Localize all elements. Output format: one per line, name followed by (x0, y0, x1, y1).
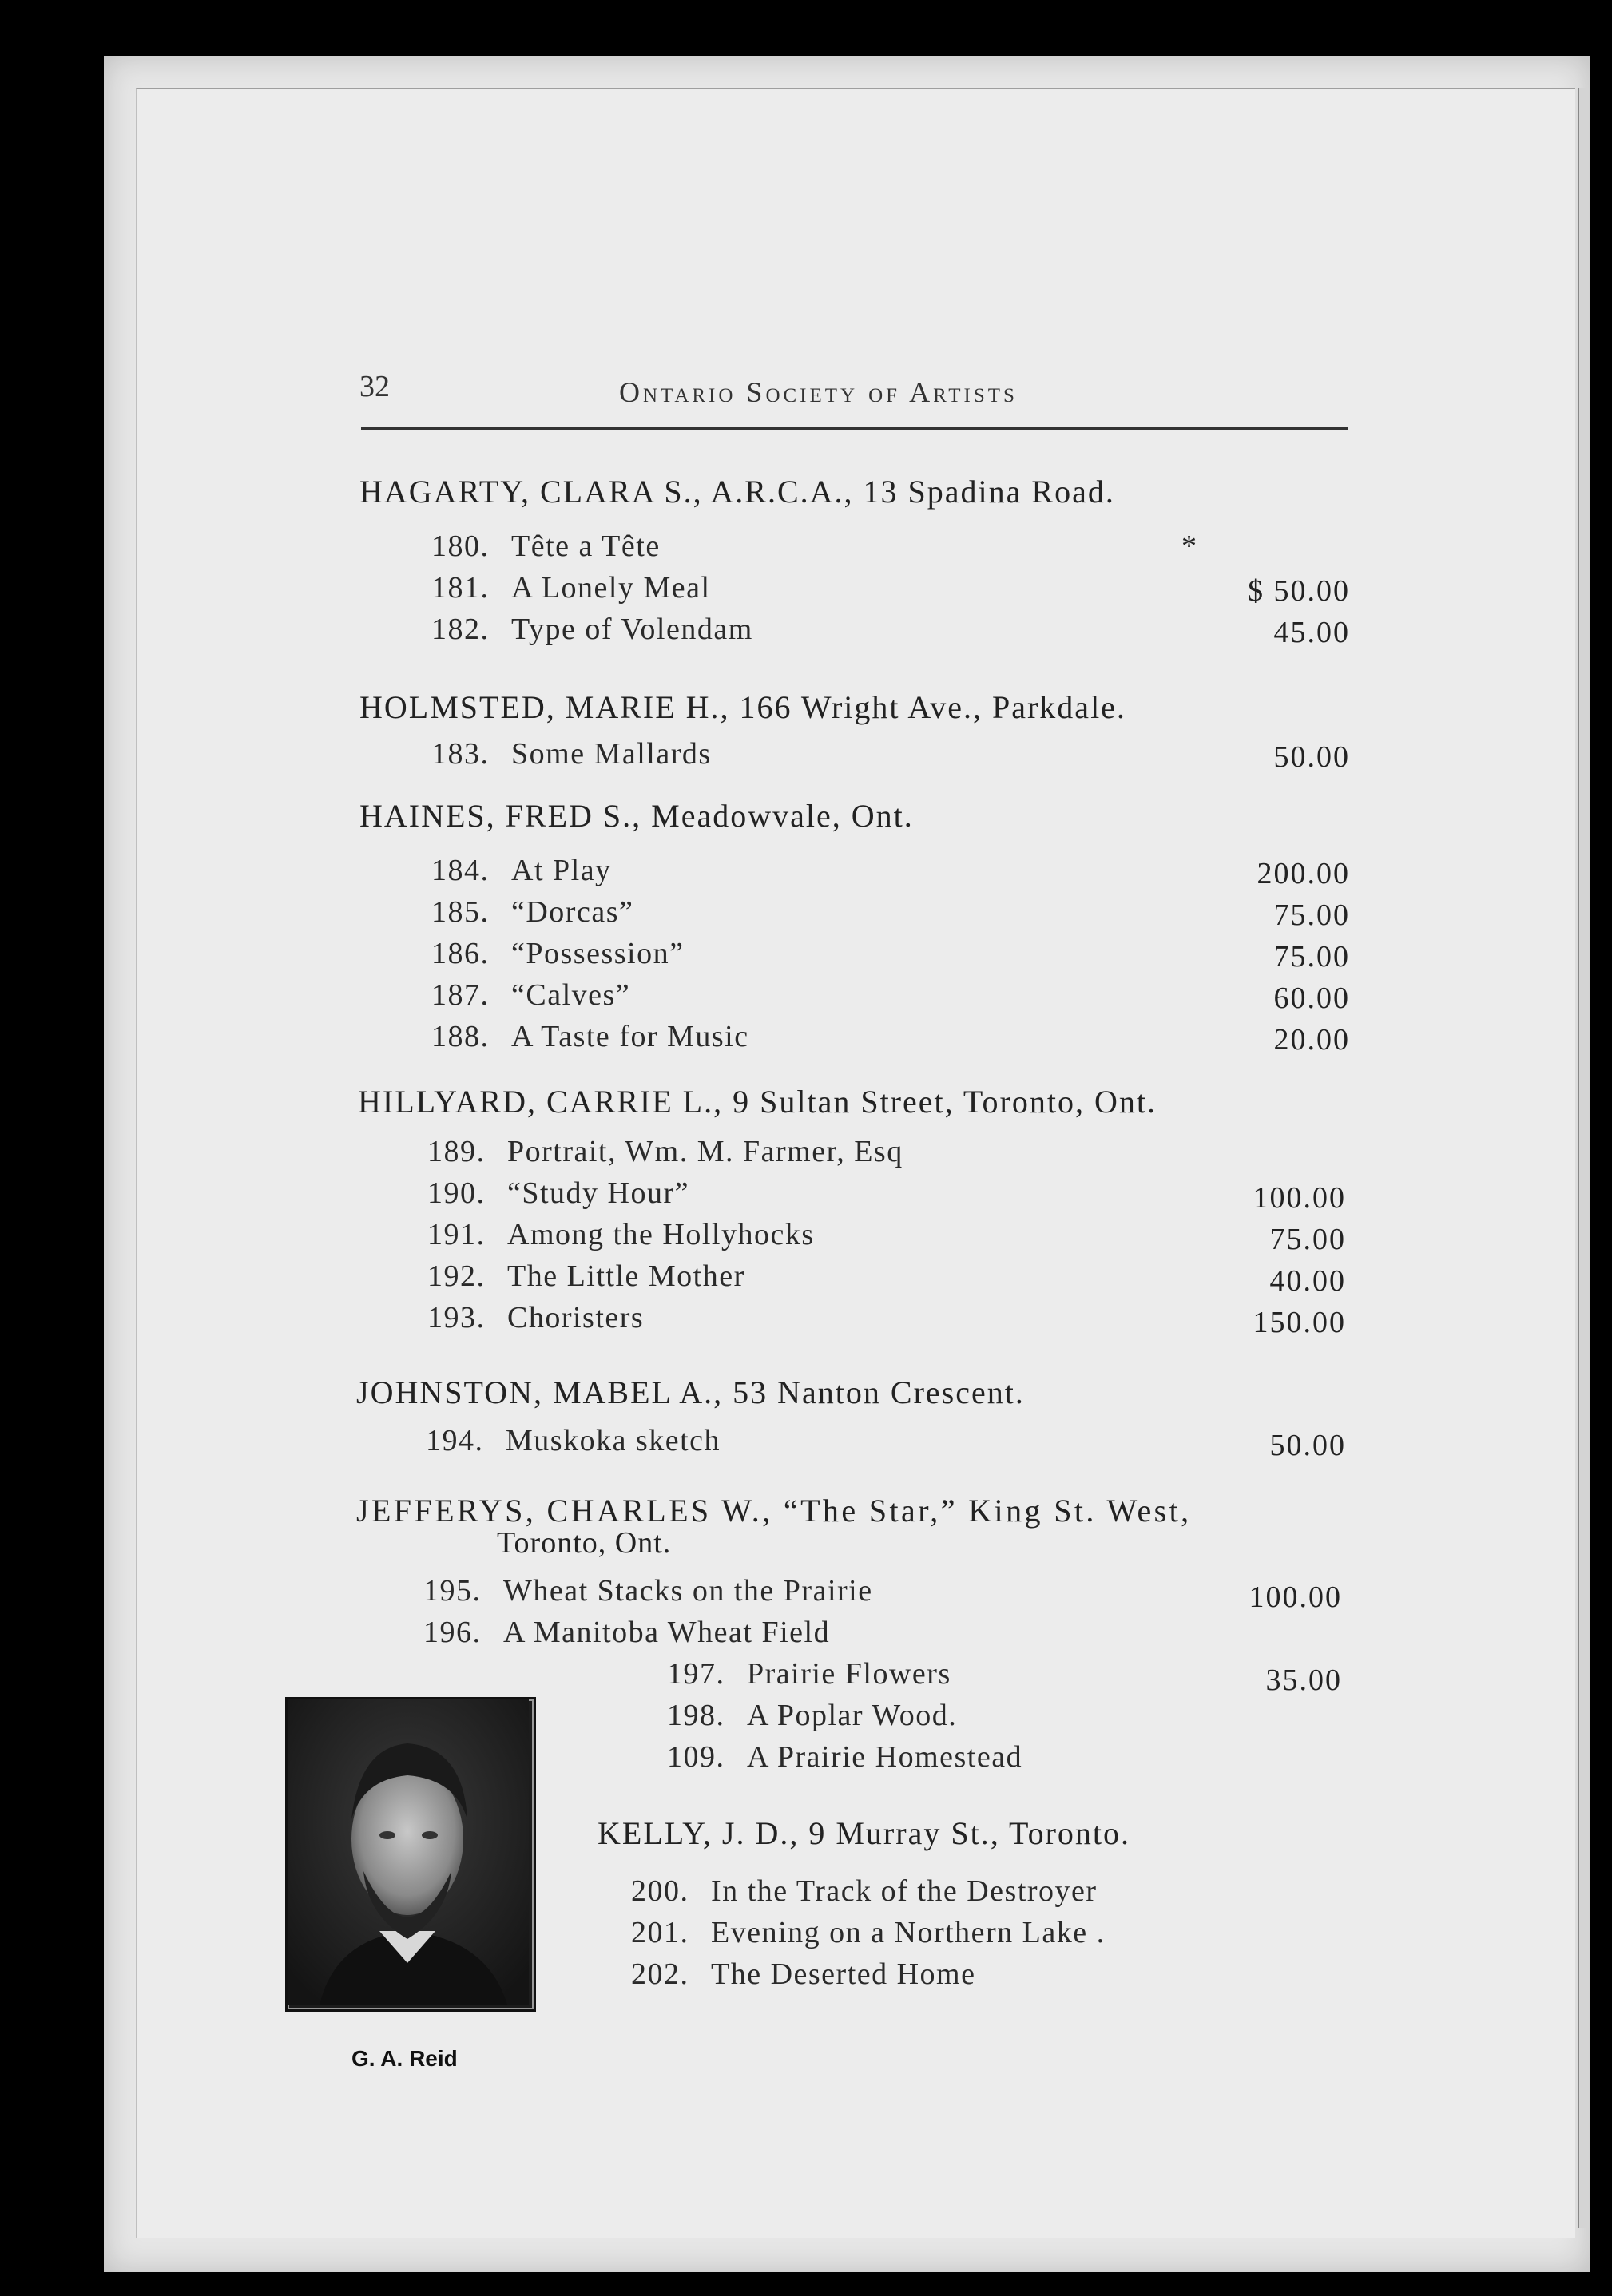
work-title: A Prairie Homestead (747, 1740, 1023, 1774)
work-price: 50.00 (1273, 740, 1350, 774)
artist-heading-haines: HAINES, FRED S., Meadowvale, Ont. (359, 798, 914, 834)
work-title: At Play (511, 854, 612, 887)
work-number: 182. (431, 613, 490, 646)
work-price: 20.00 (1273, 1023, 1350, 1057)
work-price: * (1181, 529, 1198, 563)
work-title: “Calves” (511, 978, 631, 1012)
work-number: 189. (427, 1135, 486, 1168)
work-number: 198. (667, 1699, 725, 1732)
work-item (431, 894, 633, 934)
work-item (631, 1915, 1106, 1955)
work-number: 197. (667, 1657, 725, 1691)
work-item (426, 1423, 721, 1463)
work-price: 60.00 (1273, 981, 1350, 1015)
work-item (431, 529, 661, 569)
work-number: 201. (631, 1916, 689, 1949)
work-title: “Study Hour” (507, 1176, 690, 1210)
work-title: A Manitoba Wheat Field (503, 1616, 831, 1649)
work-item (431, 736, 712, 776)
work-number: 186. (431, 937, 490, 970)
work-item (667, 1698, 957, 1738)
artist-heading-hillyard: HILLYARD, CARRIE L., 9 Sultan Street, Toronto, Ont. (358, 1084, 1157, 1120)
work-price: 40.00 (1269, 1264, 1346, 1298)
work-item (427, 1300, 644, 1340)
work-price: 75.00 (1273, 898, 1350, 932)
work-title: “Dorcas” (511, 895, 634, 929)
work-price: 75.00 (1269, 1223, 1346, 1256)
work-title: Choristers (507, 1301, 645, 1334)
page-right-edge (1578, 88, 1589, 2228)
work-item (431, 977, 630, 1017)
work-number: 196. (423, 1616, 482, 1649)
work-title: A Lonely Meal (511, 571, 711, 605)
work-number: 184. (431, 854, 490, 887)
work-price: 200.00 (1257, 857, 1350, 890)
artist-heading-jefferys: JEFFERYS, CHARLES W., “The Star,” King St. West, (356, 1493, 1192, 1529)
work-number: 109. (667, 1740, 725, 1774)
portrait-photo (285, 1697, 536, 2012)
work-number: 195. (423, 1574, 482, 1608)
work-price: 100.00 (1249, 1580, 1342, 1614)
work-title: “Possession” (511, 937, 685, 970)
work-item (631, 1874, 1098, 1913)
work-title: A Taste for Music (511, 1020, 749, 1053)
work-title: Muskoka sketch (506, 1424, 721, 1457)
work-item (423, 1573, 873, 1613)
portrait-caption: G. A. Reid (351, 2046, 458, 2071)
work-title: Type of Volendam (511, 613, 753, 646)
work-number: 185. (431, 895, 490, 929)
work-title: Evening on a Northern Lake . (711, 1916, 1106, 1949)
work-title: Among the Hollyhocks (507, 1218, 815, 1251)
work-title: Portrait, Wm. M. Farmer, Esq (507, 1135, 903, 1168)
work-title: Tête a Tête (511, 529, 661, 563)
work-item (431, 1019, 749, 1059)
work-item (431, 570, 711, 610)
work-item (667, 1739, 1022, 1779)
work-item (427, 1259, 745, 1299)
work-number: 191. (427, 1218, 486, 1251)
work-price: 150.00 (1253, 1306, 1346, 1339)
work-price: 45.00 (1273, 616, 1350, 649)
work-item (431, 853, 612, 893)
work-title: Some Mallards (511, 737, 712, 771)
work-number: 193. (427, 1301, 486, 1334)
work-item (423, 1615, 830, 1655)
work-price: 75.00 (1273, 940, 1350, 974)
artist-heading-hagarty: HAGARTY, CLARA S., A.R.C.A., 13 Spadina Road. (359, 474, 1115, 510)
artist-heading-holmsted: HOLMSTED, MARIE H., 166 Wright Ave., Parkdale. (359, 689, 1126, 725)
artist-heading-johnston: JOHNSTON, MABEL A., 53 Nanton Crescent. (356, 1374, 1025, 1410)
work-number: 200. (631, 1874, 689, 1908)
artist-heading-kelly: KELLY, J. D., 9 Murray St., Toronto. (598, 1815, 1131, 1851)
portrait-photo-icon (288, 1699, 529, 2005)
work-number: 181. (431, 571, 490, 605)
work-item (431, 612, 753, 652)
work-price: $ 50.00 (1248, 574, 1350, 608)
page-header (359, 369, 1350, 433)
work-number: 180. (431, 529, 490, 563)
work-number: 202. (631, 1957, 689, 1991)
work-price: 50.00 (1269, 1429, 1346, 1462)
work-item (427, 1134, 903, 1174)
work-number: 187. (431, 978, 490, 1012)
work-title: In the Track of the Destroyer (711, 1874, 1098, 1908)
artist-heading-continuation: Toronto, Ont. (497, 1526, 672, 1560)
work-title: The Little Mother (507, 1259, 745, 1293)
header-rule (361, 427, 1348, 430)
work-number: 190. (427, 1176, 486, 1210)
work-item (427, 1176, 689, 1215)
work-item (427, 1217, 815, 1257)
work-price: 100.00 (1253, 1181, 1346, 1215)
work-title: Wheat Stacks on the Prairie (503, 1574, 873, 1608)
running-title: Ontario Society of Artists (619, 376, 1018, 408)
work-price: 35.00 (1265, 1664, 1342, 1697)
work-item (667, 1656, 951, 1696)
work-number: 194. (426, 1424, 484, 1457)
work-title: A Poplar Wood. (747, 1699, 958, 1732)
work-title: Prairie Flowers (747, 1657, 951, 1691)
work-item (431, 936, 684, 976)
work-item (631, 1957, 976, 1997)
work-number: 188. (431, 1020, 490, 1053)
work-number: 192. (427, 1259, 486, 1293)
work-number: 183. (431, 737, 490, 771)
page-number: 32 (359, 370, 390, 403)
work-title: The Deserted Home (711, 1957, 976, 1991)
